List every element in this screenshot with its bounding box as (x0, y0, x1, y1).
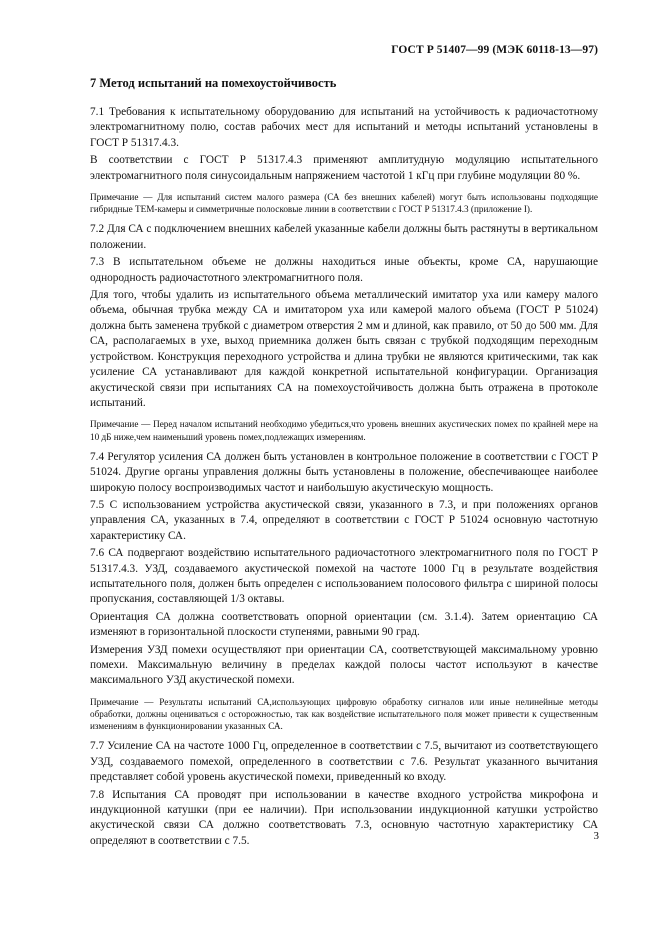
paragraph-7-3b: Для того, чтобы удалить из испытательного объема металлический имитатор уха или камеру малого объема, обычная трубка между СА и имитатором уха или камерой малого объема (ГОСТ Р 51024) должна быть заменена трубкой с диаметром отверстия 2 мм и длиной, как правило, от 50 до 500 мм. Для СА, располагаемых в ухе, выход приемника должен быть связан с трубкой подходящим переходным устройством. Конструкция переходного устройства и длина трубки не являются критическими, так как усиление СА устанавливают для каждой конкретной испытательной конфигурации. Организация акустической связи при испытаниях СА на помехоустойчивость должна быть отражена в протоколе испытаний. (90, 289, 598, 409)
section-title: 7 Метод испытаний на помехоустойчивость (90, 76, 337, 90)
paragraph-7-8: 7.8 Испытания СА проводят при использовании в качестве входного устройства микрофона и индукционной катушки (при ее наличии). При использовании индукционной катушки устройство акустической связи СА должно соответствовать 7.3, основную частотную характеристику СА определяют в соответствии с 7.5. (90, 788, 598, 847)
paragraph-7-6: 7.6 СА подвергают воздействию испытательного радиочастотного электромагнитного поля по ГОСТ Р 51317.4.3. УЗД, создаваемого акустической помехой на частоте 1000 Гц в результате воздействия испытательного поля, должен быть определен с использованием полосового фильтра с шириной полосы пропускания, составляющей 1/3 октавы. (90, 547, 598, 606)
document-header: ГОСТ Р 51407—99 (МЭК 60118-13—97) (391, 44, 598, 56)
paragraph-7-7: 7.7 Усиление СА на частоте 1000 Гц, определенное в соответствии с 7.5, вычитают из соответствующего УЗД, создаваемого помехой, определенного в соответствии с 7.6. Результат указанного вычитания представляет собой уровень акустической помехи, приведенный ко входу. (90, 740, 598, 784)
paragraph-7-1: 7.1 Требования к испытательному оборудованию для испытаний на устойчивость к радиочастотному электромагнитному полю, состав рабочих мест для испытаний и методы испытаний установлены в ГОСТ Р 51317.4.3. (90, 106, 598, 149)
page-number: 3 (593, 830, 599, 842)
paragraph-7-2: 7.2 Для СА с подключением внешних кабелей указанные кабели должны быть растянуты в вертикальном положении. (90, 223, 598, 251)
paragraph-7-4: 7.4 Регулятор усиления СА должен быть установлен в контрольное положение в соответствии с ГОСТ Р 51024. Другие органы управления должны быть установлены в положение, обеспечивающее наиболее широкую полосу воспроизводимых частот и наибольшую акустическую мощность. (90, 450, 598, 494)
paragraph-7-5: 7.5 С использованием устройства акустической связи, указанного в 7.3, и при положениях органов управления СА, указанных в 7.4, определяют в соответствии с ГОСТ Р 51024 основную частотную характеристику СА. (90, 498, 598, 542)
paragraph-7-6b: Ориентация СА должна соответствовать опорной ориентации (см. 3.1.4). Затем ориентацию СА изменяют в горизонтальной плоскости ступенями, равными 90 град. (90, 610, 598, 639)
paragraph-7-6c: Измерения УЗД помехи осуществляют при ориентации СА, соответствующей максимальному уровню помехи. Максимальную величину в пределах каждой полосы частот используют в качестве максимального УЗД акустической помехи. (90, 643, 598, 687)
main-content (90, 76, 598, 851)
note-1: Примечание — Для испытаний систем малого размера (СА без внешних кабелей) могут быть использованы подходящие гибридные ТЕМ-камеры и симметричные полосковые линии в соответствии с ГОСТ Р 51317.4.3 (приложение I). (90, 192, 598, 215)
note-2: Примечание — Перед началом испытаний необходимо убедиться,что уровень внешних акустических помех по крайней мере на 10 дБ ниже,чем наименьший уровень помех,подлежащих измерениям. (90, 419, 598, 442)
note-3: Примечание — Результаты испытаний СА,использующих цифровую обработку сигналов или иные нелинейные методы обработки, должны оцениваться с осторожностью, так как воздействие испытательного поля может привести к существенным изменениям в функционировании указанных СА. (90, 696, 598, 732)
paragraph-7-3: 7.3 В испытательном объеме не должны находиться иные объекты, кроме СА, нарушающие однородность радиочастотного электромагнитного поля. (90, 256, 598, 284)
paragraph-7-1b: В соответствии с ГОСТ Р 51317.4.3 применяют амплитудную модуляцию испытательного электромагнитного поля синусоидальным напряжением частотой 1 кГц при глубине модуляции 80 %. (90, 154, 598, 182)
